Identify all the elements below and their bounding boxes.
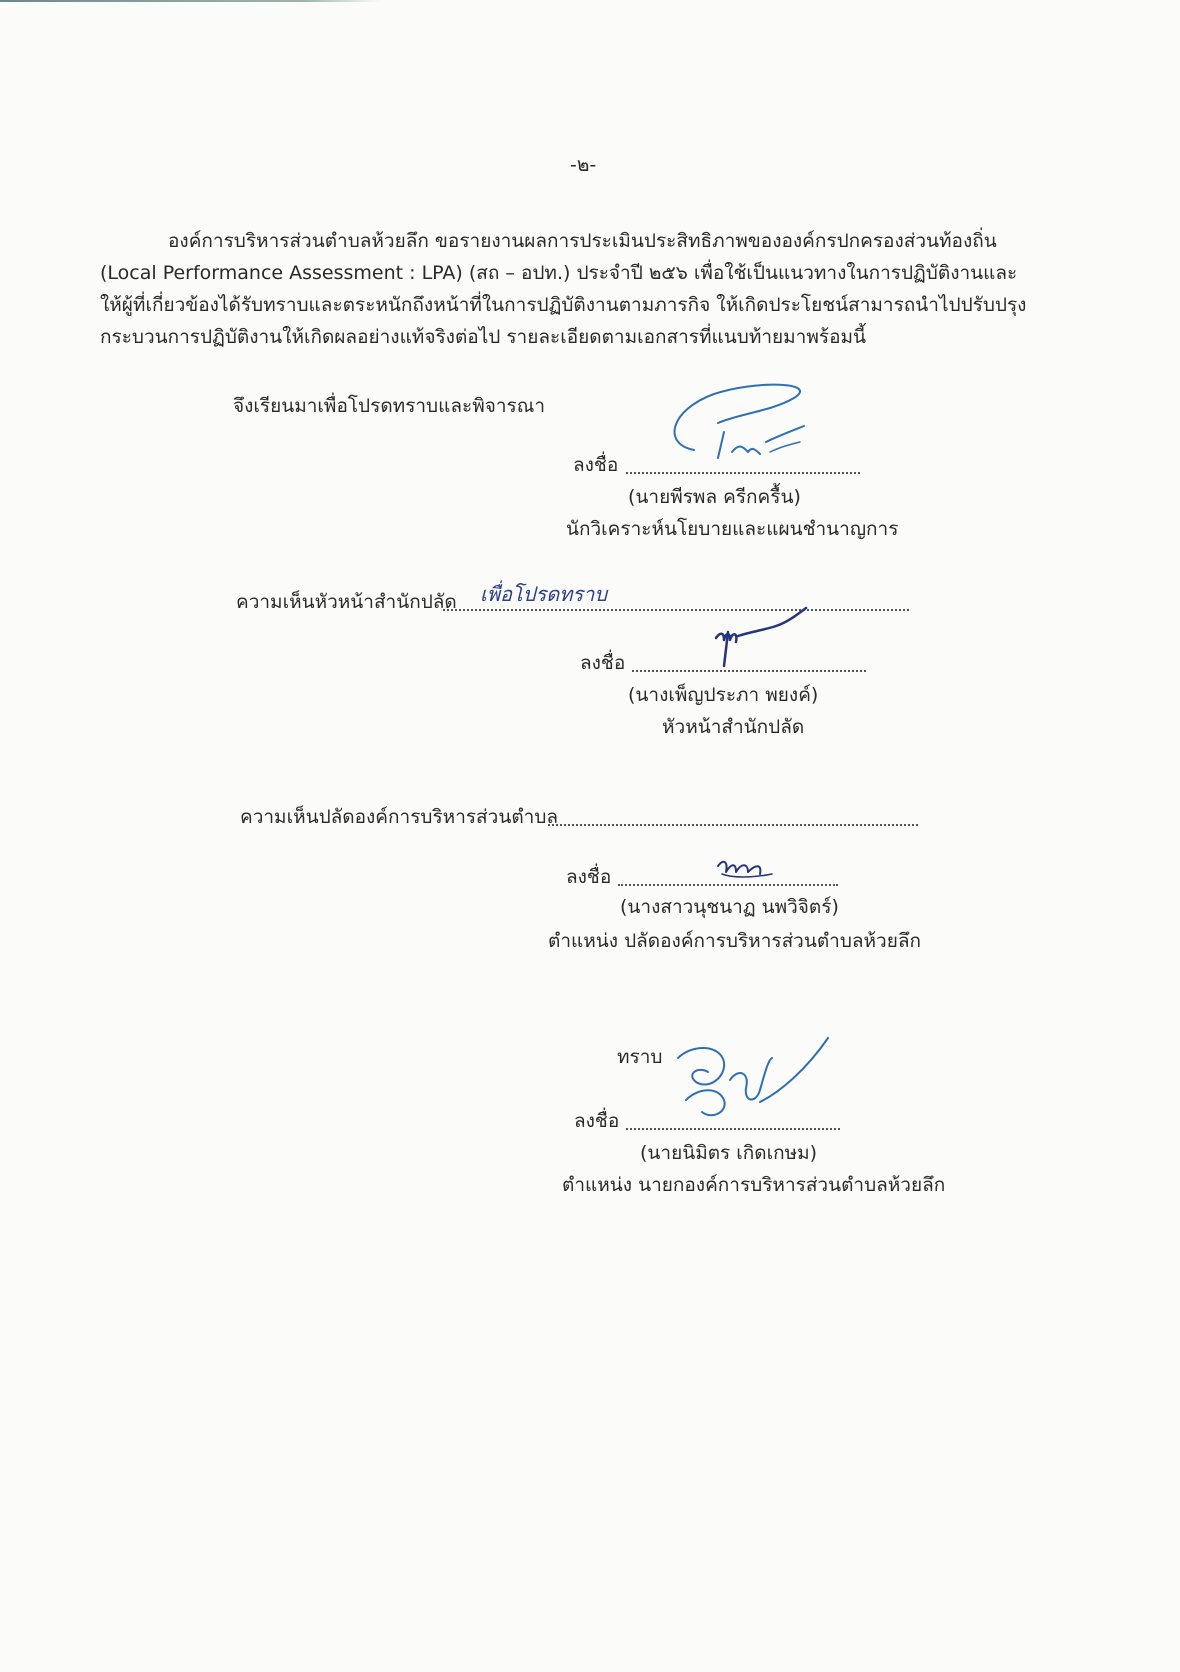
scan-edge: [0, 0, 380, 2]
signature-line-2: [632, 670, 866, 672]
signature-line-3: [618, 884, 838, 886]
signature-4: [668, 1030, 838, 1130]
opinion-1-label: ความเห็นหัวหน้าสำนักปลัด: [236, 591, 457, 613]
body-line-1: องค์การบริหารส่วนตำบลห้วยลึก ขอรายงานผลการประเมินประสิทธิภาพขององค์กรปกครองส่วนท้องถิ่น: [168, 230, 997, 252]
signature-2: [706, 602, 816, 672]
signer-4-position: ตำแหน่ง นายกองค์การบริหารส่วนตำบลห้วยลึก: [562, 1174, 946, 1196]
signature-1: [652, 378, 852, 478]
signer-1-name: (นายพีรพล ครีกครื้น): [628, 486, 801, 508]
signer-3-name: (นางสาวนุชนาฏ นพวิจิตร์): [620, 896, 839, 918]
closing-text: จึงเรียนมาเพื่อโปรดทราบและพิจารณา: [233, 395, 546, 417]
sign-label-2: ลงชื่อ: [580, 652, 626, 674]
sign-label-4: ลงชื่อ: [574, 1110, 620, 1132]
opinion-1-handwritten: เพื่อโปรดทราบ: [480, 582, 608, 606]
signature-3: [712, 848, 792, 898]
signer-2-name: (นางเพ็ญประภา พยงค์): [628, 684, 819, 706]
opinion-2-line: [548, 824, 918, 826]
sign-label-1: ลงชื่อ: [573, 454, 619, 476]
signer-2-position: หัวหน้าสำนักปลัด: [662, 716, 805, 738]
signer-4-name: (นายนิมิตร เกิดเกษม): [640, 1142, 818, 1164]
signer-3-position: ตำแหน่ง ปลัดองค์การบริหารส่วนตำบลห้วยลึก: [548, 930, 922, 952]
body-line-4: กระบวนการปฏิบัติงานให้เกิดผลอย่างแท้จริงต่อไป รายละเอียดตามเอกสารที่แนบท้ายมาพร้อมนี้: [100, 326, 866, 348]
signature-line-4: [626, 1128, 840, 1130]
signer-1-position: นักวิเคราะห์นโยบายและแผนชำนาญการ: [566, 518, 899, 540]
acknowledge-label: ทราบ: [617, 1046, 663, 1068]
signature-line-1: [626, 472, 860, 474]
page-number: -๒-: [570, 154, 597, 176]
sign-label-3: ลงชื่อ: [566, 866, 612, 888]
body-line-2: (Local Performance Assessment : LPA) (สถ – อปท.) ประจำปี ๒๕๖ เพื่อใช้เป็นแนวทางในการปฏิบัติงานและ: [100, 262, 1018, 284]
opinion-2-label: ความเห็นปลัดองค์การบริหารส่วนตำบล: [240, 806, 559, 828]
body-line-3: ให้ผู้ที่เกี่ยวข้องได้รับทราบและตระหนักถึงหน้าที่ในการปฏิบัติงานตามภารกิจ ให้เกิดประโยชน์สามารถนำไปปรับปรุง: [100, 294, 1027, 316]
